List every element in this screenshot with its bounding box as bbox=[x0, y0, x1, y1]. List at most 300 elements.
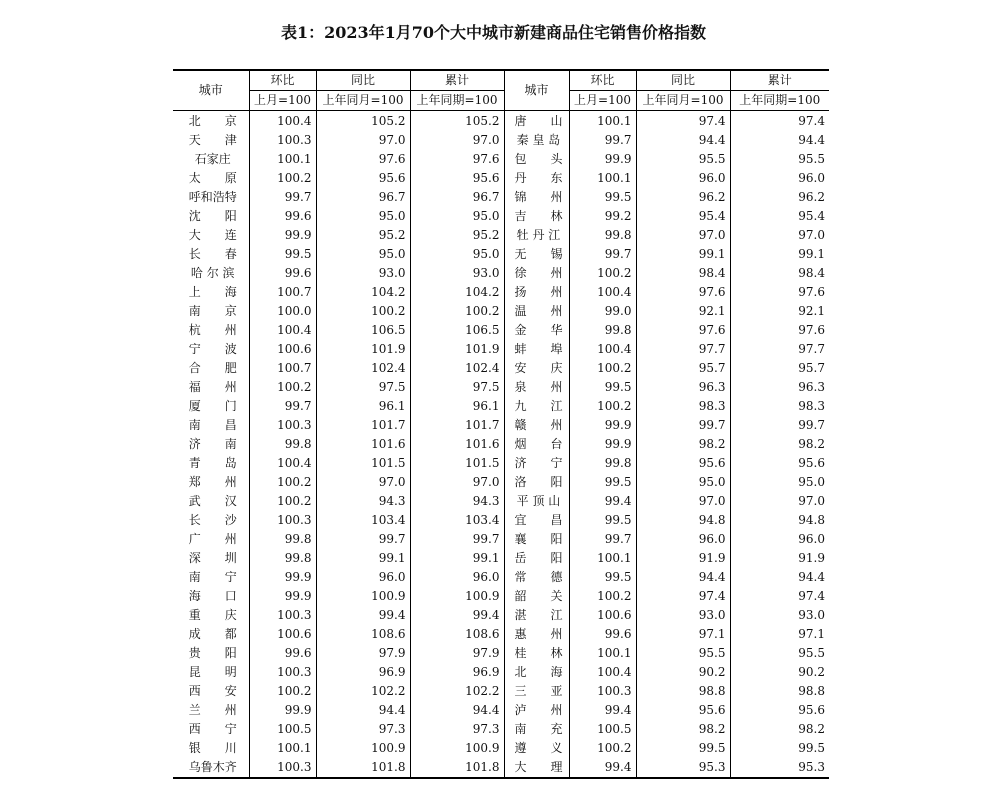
yoy-value: 96.2 bbox=[636, 188, 730, 207]
yoy-value: 97.0 bbox=[636, 492, 730, 511]
yoy-value: 101.6 bbox=[316, 435, 410, 454]
city-name: 大 连 bbox=[188, 228, 237, 242]
cum-value: 94.4 bbox=[730, 568, 829, 587]
city-name: 宁 波 bbox=[188, 342, 237, 356]
mom-value: 99.9 bbox=[249, 568, 316, 587]
cum-value: 97.0 bbox=[410, 131, 504, 150]
city-name: 洛 阳 bbox=[504, 473, 569, 492]
mom-value: 99.6 bbox=[249, 264, 316, 283]
city-name: 广 州 bbox=[188, 532, 237, 546]
header-mom-2: 环比 bbox=[569, 70, 636, 91]
mom-value: 99.7 bbox=[249, 188, 316, 207]
mom-value: 99.4 bbox=[569, 492, 636, 511]
cum-value: 106.5 bbox=[410, 321, 504, 340]
table-row bbox=[173, 340, 829, 359]
cum-value: 95.2 bbox=[410, 226, 504, 245]
table-row bbox=[173, 188, 829, 207]
mom-value: 100.1 bbox=[569, 549, 636, 568]
yoy-value: 98.8 bbox=[636, 682, 730, 701]
yoy-value: 97.6 bbox=[636, 283, 730, 302]
mom-value: 99.2 bbox=[569, 207, 636, 226]
table-row bbox=[173, 416, 829, 435]
city-name: 合 肥 bbox=[188, 361, 237, 375]
cum-value: 97.6 bbox=[730, 321, 829, 340]
mom-value: 100.4 bbox=[569, 283, 636, 302]
cum-value: 94.4 bbox=[730, 131, 829, 150]
yoy-value: 98.3 bbox=[636, 397, 730, 416]
yoy-value: 105.2 bbox=[316, 111, 410, 132]
table-row bbox=[173, 682, 829, 701]
mom-value: 100.2 bbox=[569, 359, 636, 378]
mom-value: 99.6 bbox=[569, 625, 636, 644]
mom-value: 99.9 bbox=[249, 701, 316, 720]
city-name: 青 岛 bbox=[188, 456, 237, 470]
cum-value: 95.6 bbox=[730, 454, 829, 473]
table-row bbox=[173, 264, 829, 283]
mom-value: 100.3 bbox=[249, 663, 316, 682]
city-name: 南 宁 bbox=[188, 570, 237, 584]
table-row bbox=[173, 701, 829, 720]
yoy-value: 98.2 bbox=[636, 720, 730, 739]
cum-value: 101.8 bbox=[410, 758, 504, 778]
header-cum-2: 累计 bbox=[730, 70, 829, 91]
city-name: 岳 阳 bbox=[504, 549, 569, 568]
header-cum: 累计 bbox=[410, 70, 504, 91]
city-name: 昆 明 bbox=[188, 665, 237, 679]
mom-value: 99.7 bbox=[569, 530, 636, 549]
city-name: 贵 阳 bbox=[188, 646, 237, 660]
header-city: 城市 bbox=[173, 70, 249, 111]
yoy-value: 101.9 bbox=[316, 340, 410, 359]
mom-value: 100.1 bbox=[249, 150, 316, 169]
cum-value: 91.9 bbox=[730, 549, 829, 568]
yoy-value: 94.4 bbox=[316, 701, 410, 720]
city-name: 兰 州 bbox=[188, 703, 237, 717]
cum-value: 97.6 bbox=[410, 150, 504, 169]
city-name: 沈 阳 bbox=[188, 209, 237, 223]
mom-value: 100.2 bbox=[569, 264, 636, 283]
yoy-value: 97.4 bbox=[636, 111, 730, 132]
cum-value: 95.0 bbox=[730, 473, 829, 492]
cum-value: 95.0 bbox=[410, 207, 504, 226]
table-row bbox=[173, 359, 829, 378]
cum-value: 97.5 bbox=[410, 378, 504, 397]
yoy-value: 94.4 bbox=[636, 131, 730, 150]
city-name: 南 充 bbox=[504, 720, 569, 739]
mom-value: 99.7 bbox=[569, 131, 636, 150]
cum-value: 95.7 bbox=[730, 359, 829, 378]
mom-value: 100.2 bbox=[249, 492, 316, 511]
table-title: 表1：2023年1月70个大中城市新建商品住宅销售价格指数 bbox=[280, 23, 707, 42]
yoy-value: 99.7 bbox=[316, 530, 410, 549]
mom-value: 100.6 bbox=[249, 340, 316, 359]
city-name: 深 圳 bbox=[188, 551, 237, 565]
cum-value: 94.8 bbox=[730, 511, 829, 530]
cum-value: 98.4 bbox=[730, 264, 829, 283]
mom-value: 99.5 bbox=[249, 245, 316, 264]
mom-value: 99.9 bbox=[249, 226, 316, 245]
cum-value: 95.0 bbox=[410, 245, 504, 264]
header-mom-base-2: 上月=100 bbox=[569, 91, 636, 111]
city-name: 呼和浩特 bbox=[188, 190, 237, 204]
header-city-2: 城市 bbox=[504, 70, 569, 111]
mom-value: 100.1 bbox=[249, 739, 316, 758]
cum-value: 97.3 bbox=[410, 720, 504, 739]
yoy-value: 94.4 bbox=[636, 568, 730, 587]
table-row bbox=[173, 226, 829, 245]
mom-value: 100.1 bbox=[569, 169, 636, 188]
yoy-value: 102.2 bbox=[316, 682, 410, 701]
city-name: 牡 丹 江 bbox=[504, 226, 569, 245]
mom-value: 99.6 bbox=[249, 207, 316, 226]
city-name: 郑 州 bbox=[188, 475, 237, 489]
cum-value: 99.7 bbox=[730, 416, 829, 435]
cum-value: 96.0 bbox=[410, 568, 504, 587]
mom-value: 100.2 bbox=[249, 169, 316, 188]
mom-value: 100.3 bbox=[249, 606, 316, 625]
yoy-value: 99.1 bbox=[316, 549, 410, 568]
mom-value: 99.4 bbox=[569, 701, 636, 720]
city-name: 长 春 bbox=[188, 247, 237, 261]
yoy-value: 99.4 bbox=[316, 606, 410, 625]
city-name: 锦 州 bbox=[504, 188, 569, 207]
table-row bbox=[173, 568, 829, 587]
city-name: 桂 林 bbox=[504, 644, 569, 663]
cum-value: 95.3 bbox=[730, 758, 829, 778]
mom-value: 100.2 bbox=[249, 378, 316, 397]
cum-value: 99.4 bbox=[410, 606, 504, 625]
cum-value: 101.7 bbox=[410, 416, 504, 435]
table-row bbox=[173, 245, 829, 264]
cum-value: 97.9 bbox=[410, 644, 504, 663]
yoy-value: 101.5 bbox=[316, 454, 410, 473]
cum-value: 103.4 bbox=[410, 511, 504, 530]
city-name: 扬 州 bbox=[504, 283, 569, 302]
mom-value: 100.7 bbox=[249, 359, 316, 378]
city-name: 包 头 bbox=[504, 150, 569, 169]
city-name: 湛 江 bbox=[504, 606, 569, 625]
yoy-value: 90.2 bbox=[636, 663, 730, 682]
yoy-value: 95.7 bbox=[636, 359, 730, 378]
cum-value: 97.0 bbox=[410, 473, 504, 492]
city-name: 丹 东 bbox=[504, 169, 569, 188]
yoy-value: 97.3 bbox=[316, 720, 410, 739]
table-row bbox=[173, 111, 829, 132]
city-name: 海 口 bbox=[188, 589, 237, 603]
city-name: 大 理 bbox=[504, 758, 569, 778]
cum-value: 104.2 bbox=[410, 283, 504, 302]
mom-value: 99.5 bbox=[569, 511, 636, 530]
table-row bbox=[173, 302, 829, 321]
mom-value: 99.7 bbox=[569, 245, 636, 264]
cum-value: 94.3 bbox=[410, 492, 504, 511]
cum-value: 99.1 bbox=[730, 245, 829, 264]
cum-value: 98.3 bbox=[730, 397, 829, 416]
cum-value: 95.6 bbox=[730, 701, 829, 720]
mom-value: 99.9 bbox=[249, 587, 316, 606]
yoy-value: 95.3 bbox=[636, 758, 730, 778]
mom-value: 100.6 bbox=[569, 606, 636, 625]
mom-value: 100.3 bbox=[249, 416, 316, 435]
yoy-value: 97.7 bbox=[636, 340, 730, 359]
yoy-value: 97.6 bbox=[316, 150, 410, 169]
city-name: 遵 义 bbox=[504, 739, 569, 758]
yoy-value: 92.1 bbox=[636, 302, 730, 321]
table-row bbox=[173, 397, 829, 416]
mom-value: 100.5 bbox=[249, 720, 316, 739]
cum-value: 96.1 bbox=[410, 397, 504, 416]
city-name: 三 亚 bbox=[504, 682, 569, 701]
table-row bbox=[173, 150, 829, 169]
city-name: 天 津 bbox=[188, 133, 237, 147]
cum-value: 98.2 bbox=[730, 720, 829, 739]
table-body bbox=[173, 111, 829, 779]
city-name: 惠 州 bbox=[504, 625, 569, 644]
cum-value: 96.2 bbox=[730, 188, 829, 207]
yoy-value: 102.4 bbox=[316, 359, 410, 378]
table-row bbox=[173, 131, 829, 150]
mom-value: 100.2 bbox=[569, 397, 636, 416]
yoy-value: 97.0 bbox=[316, 473, 410, 492]
cum-value: 98.8 bbox=[730, 682, 829, 701]
header-cum-base-2: 上年同期=100 bbox=[730, 91, 829, 111]
mom-value: 100.7 bbox=[249, 283, 316, 302]
mom-value: 100.3 bbox=[249, 511, 316, 530]
city-name: 唐 山 bbox=[504, 111, 569, 132]
table-row bbox=[173, 758, 829, 778]
mom-value: 100.3 bbox=[249, 131, 316, 150]
yoy-value: 98.2 bbox=[636, 435, 730, 454]
table-row bbox=[173, 739, 829, 758]
yoy-value: 96.0 bbox=[316, 568, 410, 587]
city-name: 北 海 bbox=[504, 663, 569, 682]
mom-value: 100.4 bbox=[249, 321, 316, 340]
city-name: 蚌 埠 bbox=[504, 340, 569, 359]
yoy-value: 108.6 bbox=[316, 625, 410, 644]
yoy-value: 100.2 bbox=[316, 302, 410, 321]
cum-value: 98.2 bbox=[730, 435, 829, 454]
yoy-value: 93.0 bbox=[316, 264, 410, 283]
yoy-value: 95.5 bbox=[636, 644, 730, 663]
cum-value: 102.2 bbox=[410, 682, 504, 701]
yoy-value: 97.0 bbox=[636, 226, 730, 245]
cum-value: 99.7 bbox=[410, 530, 504, 549]
yoy-value: 91.9 bbox=[636, 549, 730, 568]
cum-value: 94.4 bbox=[410, 701, 504, 720]
header-mom-base: 上月=100 bbox=[249, 91, 316, 111]
yoy-value: 94.3 bbox=[316, 492, 410, 511]
table-row bbox=[173, 511, 829, 530]
mom-value: 100.4 bbox=[569, 663, 636, 682]
cum-value: 90.2 bbox=[730, 663, 829, 682]
yoy-value: 97.4 bbox=[636, 587, 730, 606]
city-name: 南 京 bbox=[188, 304, 237, 318]
city-name: 西 安 bbox=[188, 684, 237, 698]
cum-value: 97.6 bbox=[730, 283, 829, 302]
cum-value: 100.9 bbox=[410, 739, 504, 758]
header-cum-base: 上年同期=100 bbox=[410, 91, 504, 111]
cum-value: 105.2 bbox=[410, 111, 504, 132]
city-name: 平 顶 山 bbox=[504, 492, 569, 511]
yoy-value: 100.9 bbox=[316, 587, 410, 606]
mom-value: 100.4 bbox=[249, 454, 316, 473]
city-name: 重 庆 bbox=[188, 608, 237, 622]
mom-value: 99.9 bbox=[569, 435, 636, 454]
table-row bbox=[173, 454, 829, 473]
city-name: 泸 州 bbox=[504, 701, 569, 720]
city-name: 石家庄 bbox=[194, 152, 231, 166]
city-name: 赣 州 bbox=[504, 416, 569, 435]
city-name: 乌鲁木齐 bbox=[188, 760, 237, 774]
yoy-value: 99.7 bbox=[636, 416, 730, 435]
cum-value: 97.1 bbox=[730, 625, 829, 644]
cum-value: 93.0 bbox=[410, 264, 504, 283]
cum-value: 100.2 bbox=[410, 302, 504, 321]
yoy-value: 101.8 bbox=[316, 758, 410, 778]
mom-value: 99.8 bbox=[569, 321, 636, 340]
city-name: 北 京 bbox=[188, 114, 237, 128]
yoy-value: 93.0 bbox=[636, 606, 730, 625]
mom-value: 99.8 bbox=[569, 454, 636, 473]
cum-value: 95.6 bbox=[410, 169, 504, 188]
mom-value: 99.5 bbox=[569, 568, 636, 587]
table-row bbox=[173, 644, 829, 663]
header-yoy: 同比 bbox=[316, 70, 410, 91]
mom-value: 99.4 bbox=[569, 758, 636, 778]
table-row bbox=[173, 321, 829, 340]
city-name: 厦 门 bbox=[188, 399, 237, 413]
yoy-value: 96.0 bbox=[636, 169, 730, 188]
yoy-value: 103.4 bbox=[316, 511, 410, 530]
mom-value: 100.3 bbox=[249, 758, 316, 778]
table-row bbox=[173, 169, 829, 188]
cum-value: 93.0 bbox=[730, 606, 829, 625]
yoy-value: 95.6 bbox=[316, 169, 410, 188]
mom-value: 99.9 bbox=[569, 150, 636, 169]
cum-value: 100.9 bbox=[410, 587, 504, 606]
cum-value: 97.4 bbox=[730, 587, 829, 606]
mom-value: 99.7 bbox=[249, 397, 316, 416]
yoy-value: 96.3 bbox=[636, 378, 730, 397]
mom-value: 99.8 bbox=[569, 226, 636, 245]
cum-value: 92.1 bbox=[730, 302, 829, 321]
mom-value: 99.5 bbox=[569, 473, 636, 492]
city-name: 无 锡 bbox=[504, 245, 569, 264]
header-yoy-2: 同比 bbox=[636, 70, 730, 91]
city-name: 温 州 bbox=[504, 302, 569, 321]
cum-value: 97.0 bbox=[730, 492, 829, 511]
yoy-value: 95.0 bbox=[316, 245, 410, 264]
city-name: 济 宁 bbox=[504, 454, 569, 473]
cum-value: 96.0 bbox=[730, 530, 829, 549]
table-row bbox=[173, 606, 829, 625]
cum-value: 96.7 bbox=[410, 188, 504, 207]
header-yoy-base-2: 上年同月=100 bbox=[636, 91, 730, 111]
city-name: 杭 州 bbox=[188, 323, 237, 337]
table-row bbox=[173, 283, 829, 302]
mom-value: 100.2 bbox=[249, 473, 316, 492]
mom-value: 100.3 bbox=[569, 682, 636, 701]
yoy-value: 96.1 bbox=[316, 397, 410, 416]
cum-value: 96.0 bbox=[730, 169, 829, 188]
header-yoy-base: 上年同月=100 bbox=[316, 91, 410, 111]
cum-value: 95.5 bbox=[730, 644, 829, 663]
city-name: 宜 昌 bbox=[504, 511, 569, 530]
table-row bbox=[173, 587, 829, 606]
city-name: 上 海 bbox=[188, 285, 237, 299]
cum-value: 101.9 bbox=[410, 340, 504, 359]
city-name: 韶 关 bbox=[504, 587, 569, 606]
mom-value: 99.5 bbox=[569, 188, 636, 207]
city-name: 金 华 bbox=[504, 321, 569, 340]
mom-value: 100.1 bbox=[569, 111, 636, 132]
yoy-value: 96.0 bbox=[636, 530, 730, 549]
yoy-value: 99.5 bbox=[636, 739, 730, 758]
mom-value: 99.5 bbox=[569, 378, 636, 397]
city-name: 襄 阳 bbox=[504, 530, 569, 549]
yoy-value: 97.6 bbox=[636, 321, 730, 340]
yoy-value: 98.4 bbox=[636, 264, 730, 283]
cum-value: 97.4 bbox=[730, 111, 829, 132]
city-name: 九 江 bbox=[504, 397, 569, 416]
cum-value: 99.1 bbox=[410, 549, 504, 568]
mom-value: 99.6 bbox=[249, 644, 316, 663]
yoy-value: 104.2 bbox=[316, 283, 410, 302]
city-name: 哈 尔 滨 bbox=[190, 266, 235, 280]
yoy-value: 95.4 bbox=[636, 207, 730, 226]
city-name: 泉 州 bbox=[504, 378, 569, 397]
city-name: 吉 林 bbox=[504, 207, 569, 226]
yoy-value: 97.0 bbox=[316, 131, 410, 150]
yoy-value: 94.8 bbox=[636, 511, 730, 530]
yoy-value: 106.5 bbox=[316, 321, 410, 340]
cum-value: 99.5 bbox=[730, 739, 829, 758]
yoy-value: 95.0 bbox=[316, 207, 410, 226]
yoy-value: 96.7 bbox=[316, 188, 410, 207]
mom-value: 100.2 bbox=[569, 739, 636, 758]
city-name: 福 州 bbox=[188, 380, 237, 394]
city-name: 银 川 bbox=[188, 741, 237, 755]
cum-value: 101.6 bbox=[410, 435, 504, 454]
table-row bbox=[173, 720, 829, 739]
header-mom: 环比 bbox=[249, 70, 316, 91]
mom-value: 100.6 bbox=[249, 625, 316, 644]
mom-value: 100.0 bbox=[249, 302, 316, 321]
cum-value: 102.4 bbox=[410, 359, 504, 378]
cum-value: 101.5 bbox=[410, 454, 504, 473]
yoy-value: 99.1 bbox=[636, 245, 730, 264]
yoy-value: 97.5 bbox=[316, 378, 410, 397]
mom-value: 100.1 bbox=[569, 644, 636, 663]
city-name: 南 昌 bbox=[188, 418, 237, 432]
table-row bbox=[173, 378, 829, 397]
yoy-value: 96.9 bbox=[316, 663, 410, 682]
mom-value: 99.8 bbox=[249, 549, 316, 568]
city-name: 烟 台 bbox=[504, 435, 569, 454]
yoy-value: 95.2 bbox=[316, 226, 410, 245]
yoy-value: 97.1 bbox=[636, 625, 730, 644]
cum-value: 96.9 bbox=[410, 663, 504, 682]
yoy-value: 97.9 bbox=[316, 644, 410, 663]
table-row bbox=[173, 473, 829, 492]
cum-value: 108.6 bbox=[410, 625, 504, 644]
table-row bbox=[173, 625, 829, 644]
city-name: 济 南 bbox=[188, 437, 237, 451]
mom-value: 99.0 bbox=[569, 302, 636, 321]
yoy-value: 95.0 bbox=[636, 473, 730, 492]
table-row bbox=[173, 492, 829, 511]
mom-value: 99.8 bbox=[249, 530, 316, 549]
